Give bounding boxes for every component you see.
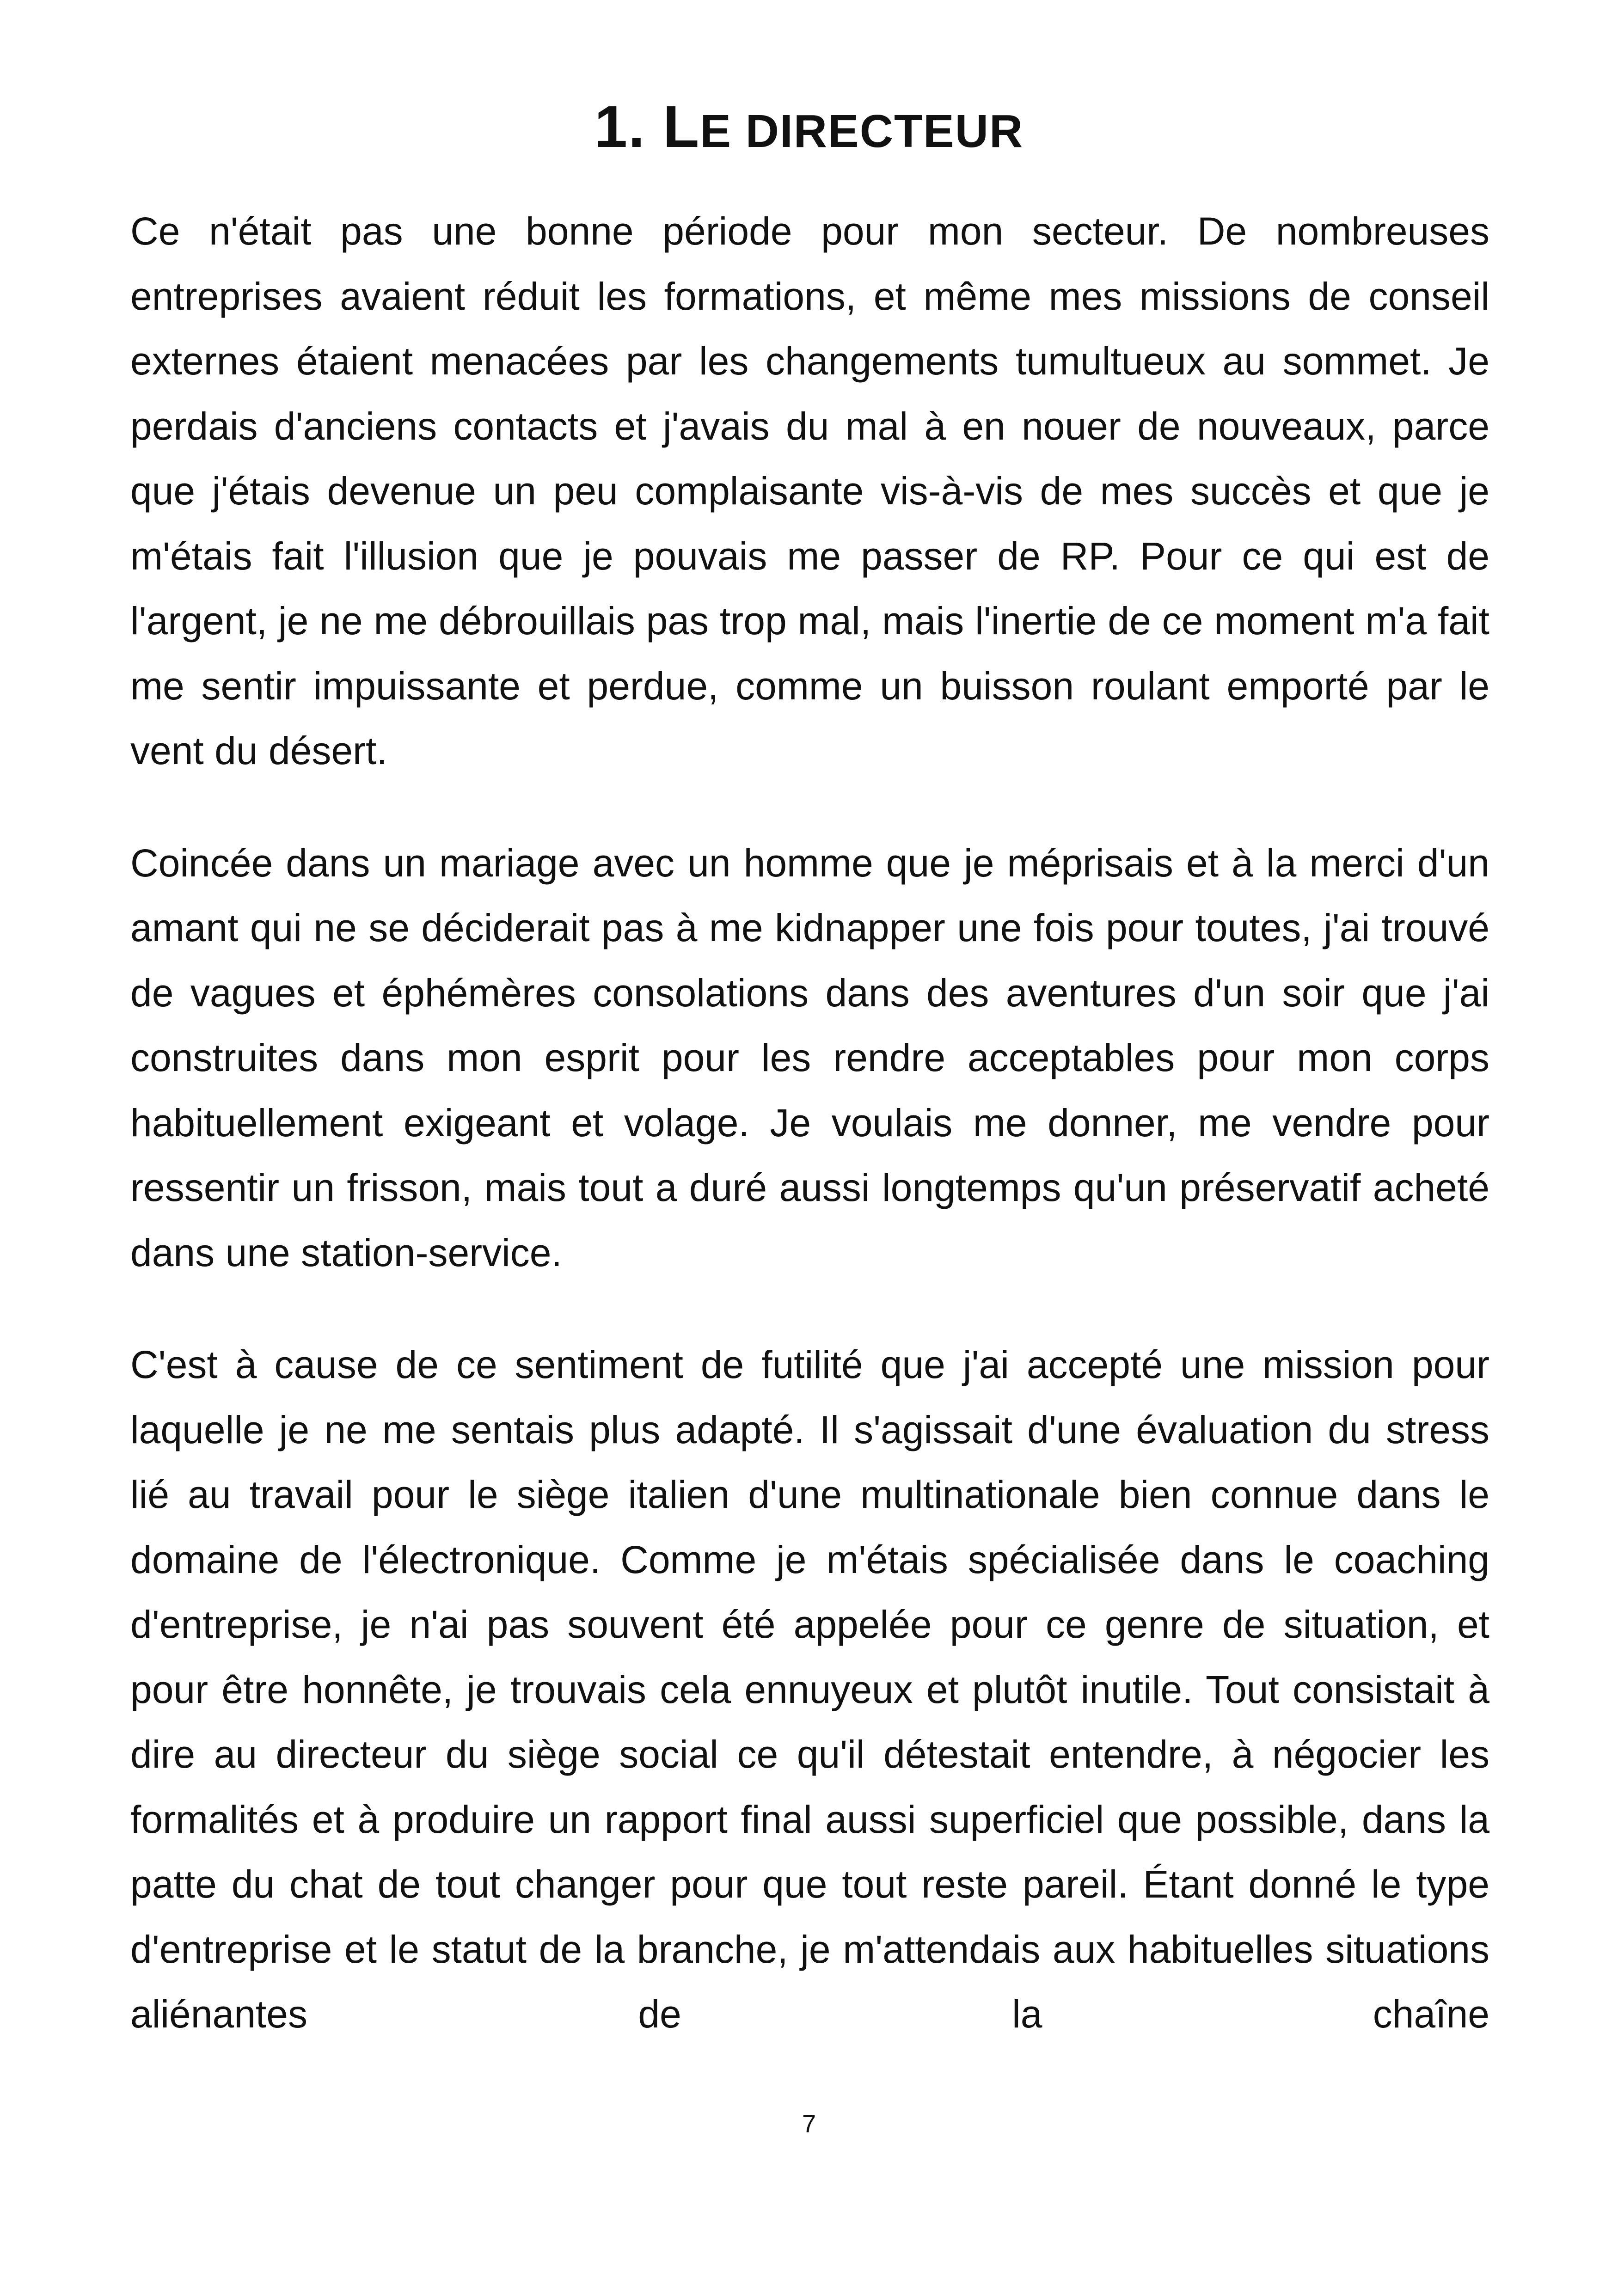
paragraph-3: C'est à cause de ce sentiment de futilité que j'ai accepté une mission pour laquelle je ne me sentais plus adapté. Il s'agissait d'une évaluation du stress lié au travail pour le siège italien d'une multinationale bien connue dans le domaine de l'électronique. Comme je m'étais spécialisée dans le coaching d'entreprise, je n'ai pas souvent été appelée pour ce genre de situation, et pour être honnête, je trouvais cela ennuyeux et plutôt inutile. Tout consistait à dire au directeur du siège social ce qu'il détestait entendre, à négocier les formalités et à produire un rapport final aussi superficiel que possible, dans la patte du chat de tout changer pour que tout reste pareil. Étant donné le type d'entreprise et le statut de la branche, je m'attendais aux habituelles situations aliénantes de la chaîne xyxy=(130,1343,1489,2036)
chapter-title xyxy=(0,88,1618,171)
paragraph-2: Coincée dans un mariage avec un homme que je méprisais et à la merci d'un amant qui ne se déciderait pas à me kidnapper une fois pour toutes, j'ai trouvé de vagues et éphémères consolations dans des aventures d'un soir que j'ai construites dans mon esprit pour les rendre acceptables pour mon corps habituellement exigeant et volage. Je voulais me donner, me vendre pour ressentir un frisson, mais tout a duré aussi longtemps qu'un préservatif acheté dans une station-service. xyxy=(130,841,1489,1274)
page-number: 7 xyxy=(802,2110,816,2138)
chapter-body xyxy=(130,199,1489,2094)
paragraph-1: Ce n'était pas une bonne période pour mon secteur. De nombreuses entreprises avaient réduit les formations, et même mes missions de conseil externes étaient menacées par les changements tumultueux au sommet. Je perdais d'anciens contacts et j'avais du mal à en nouer de nouveaux, parce que j'étais devenue un peu complaisante vis-à-vis de mes succès et que je m'étais fait l'illusion que je pouvais me passer de RP. Pour ce qui est de l'argent, je ne me débrouillais pas trop mal, mais l'inertie de ce moment m'a fait me sentir impuissante et perdue, comme un buisson roulant emporté par le vent du désert. xyxy=(130,209,1489,772)
chapter-title-initial: L xyxy=(663,94,700,160)
chapter-title-rest: E DIRECTEUR xyxy=(700,105,1024,157)
chapter-number: 1. xyxy=(594,94,646,160)
